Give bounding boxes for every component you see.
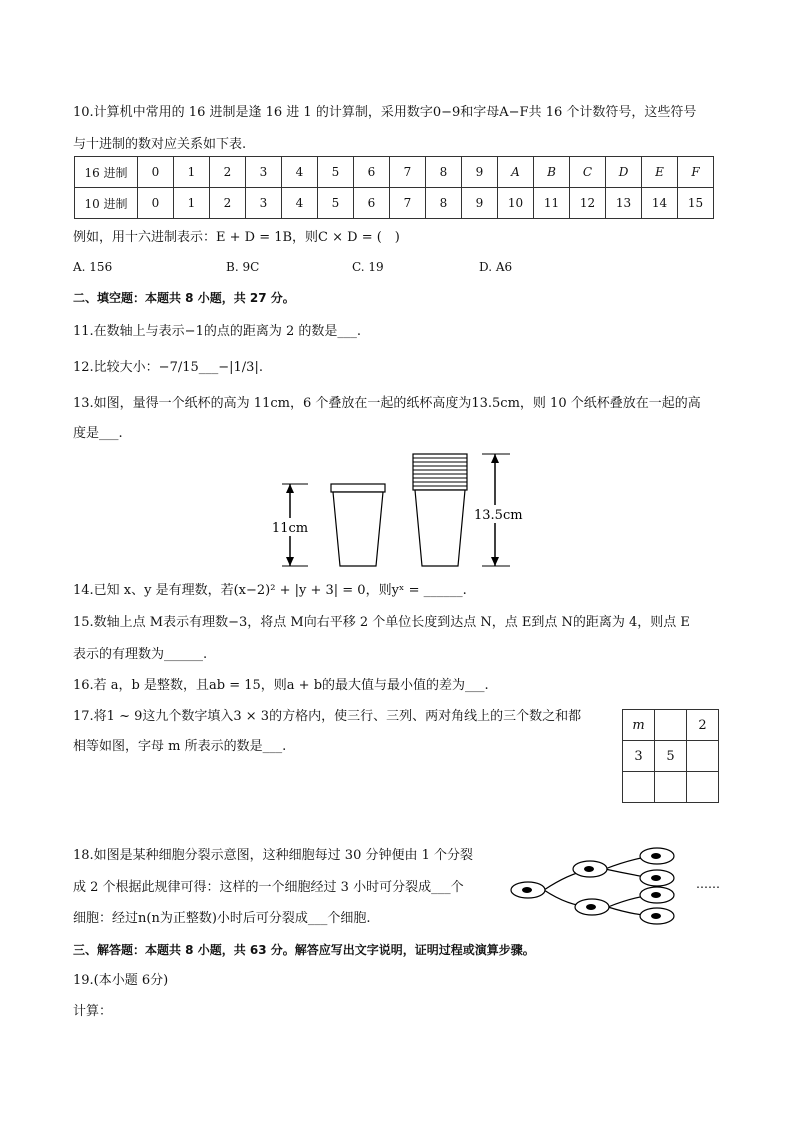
grid-cell: 2 bbox=[687, 710, 719, 741]
q16: 16.若 a，b 是整数，且ab = 15，则a + b的最大值与最小值的差为___. bbox=[73, 678, 489, 693]
row-header-hex: 16 进制 bbox=[75, 157, 138, 188]
table-cell: 14 bbox=[642, 188, 678, 219]
table-cell: 8 bbox=[426, 188, 462, 219]
table-cell: 1 bbox=[174, 157, 210, 188]
q17-line1: 17.将1 ~ 9这九个数字填入3 × 3的方格内，使三行、三列、两对角线上的三个数之和都 bbox=[73, 709, 582, 724]
table-cell: B bbox=[534, 157, 570, 188]
table-cell: 7 bbox=[390, 188, 426, 219]
table-cell: 5 bbox=[318, 188, 354, 219]
grid-cell: 5 bbox=[655, 741, 687, 772]
table-cell: 9 bbox=[462, 157, 498, 188]
q10-option-c: C. 19 bbox=[352, 260, 384, 274]
q19-title: 19.(本小题 6分) bbox=[73, 973, 169, 988]
cell-icon bbox=[640, 887, 674, 903]
stacked-cup-rims bbox=[413, 454, 467, 490]
table-cell: 11 bbox=[534, 188, 570, 219]
table-cell: 1 bbox=[174, 188, 210, 219]
table-row-hex bbox=[75, 157, 714, 188]
cell-icon bbox=[575, 899, 609, 915]
cell-icon bbox=[511, 882, 545, 898]
table-cell: 3 bbox=[246, 157, 282, 188]
grid-row bbox=[623, 772, 719, 803]
single-cup bbox=[333, 492, 383, 566]
q15-line2: 表示的有理数为______. bbox=[73, 647, 208, 662]
table-cell: 0 bbox=[138, 188, 174, 219]
arrow-down-icon bbox=[491, 557, 499, 566]
stacked-cup-body bbox=[415, 490, 465, 566]
table-cell: 2 bbox=[210, 188, 246, 219]
grid-row bbox=[623, 741, 719, 772]
cell-icon bbox=[640, 870, 674, 886]
q18-line1: 18.如图是某种细胞分裂示意图，这种细胞每过 30 分钟便由 1 个分裂 bbox=[73, 848, 474, 863]
q13-line2: 度是___. bbox=[73, 426, 123, 441]
stack-label: 13.5cm bbox=[474, 508, 523, 523]
q19-calc: 计算： bbox=[73, 1004, 113, 1019]
cell-icon bbox=[573, 861, 607, 877]
table-cell: D bbox=[606, 157, 642, 188]
table-cell: 0 bbox=[138, 157, 174, 188]
q12: 12.比较大小：−7/15___−|1/3|. bbox=[73, 360, 263, 375]
grid-cell bbox=[655, 710, 687, 741]
grid-cell bbox=[655, 772, 687, 803]
table-cell: 10 bbox=[498, 188, 534, 219]
table-row-decimal bbox=[75, 188, 714, 219]
arrow-down-icon bbox=[286, 557, 294, 566]
table-cell: 15 bbox=[678, 188, 714, 219]
magic-square-grid bbox=[622, 709, 719, 803]
q10-example: 例如，用十六进制表示：E + D = 1B，则C × D = ( ) bbox=[73, 230, 400, 245]
grid-cell bbox=[623, 772, 655, 803]
table-cell: 3 bbox=[246, 188, 282, 219]
single-cup-label: 11cm bbox=[271, 521, 309, 536]
stacked-cups bbox=[413, 454, 467, 566]
table-cell: A bbox=[498, 157, 534, 188]
ellipsis: …… bbox=[696, 877, 720, 891]
table-cell: 6 bbox=[354, 157, 390, 188]
arrow-up-icon bbox=[491, 454, 499, 463]
q10-option-d: D. A6 bbox=[479, 260, 513, 274]
q10-line1: 10.计算机中常用的 16 进制是逢 16 进 1 的计算制，采用数字0−9和字母A−F共 16 个计数符号，这些符号 bbox=[73, 105, 697, 120]
q18-line2: 成 2 个根据此规律可得：这样的一个细胞经过 3 小时可分裂成___个 bbox=[73, 880, 464, 895]
grid-cell bbox=[687, 741, 719, 772]
table-cell: 2 bbox=[210, 157, 246, 188]
q10-option-a: A. 156 bbox=[73, 260, 113, 274]
q10-line2: 与十进制的数对应关系如下表. bbox=[73, 137, 247, 152]
table-cell: 12 bbox=[570, 188, 606, 219]
cell-division-diagram bbox=[508, 840, 733, 932]
table-cell: 5 bbox=[318, 157, 354, 188]
q18-line3: 细胞：经过n(n为正整数)小时后可分裂成___个细胞. bbox=[73, 911, 371, 926]
table-cell: 6 bbox=[354, 188, 390, 219]
table-cell: 7 bbox=[390, 157, 426, 188]
cell-icon bbox=[640, 908, 674, 924]
cell-icon bbox=[640, 848, 674, 864]
cup-rim bbox=[331, 484, 385, 492]
q10-option-b: B. 9C bbox=[226, 260, 260, 274]
table-cell: 4 bbox=[282, 157, 318, 188]
section-2-heading: 二、填空题：本题共 8 小题，共 27 分。 bbox=[73, 291, 295, 305]
grid-cell bbox=[687, 772, 719, 803]
q15-line1: 15.数轴上点 M表示有理数−3，将点 M向右平移 2 个单位长度到达点 N，点 E到点 N的距离为 4，则点 E bbox=[73, 615, 690, 630]
hex-decimal-table bbox=[74, 156, 714, 219]
table-cell: C bbox=[570, 157, 606, 188]
q11: 11.在数轴上与表示−1的点的距离为 2 的数是___. bbox=[73, 324, 362, 339]
q17-line2: 相等如图，字母 m 所表示的数是___. bbox=[73, 739, 287, 754]
q14: 14.已知 x、y 是有理数，若(x−2)² + |y + 3| = 0，则yˣ = ______. bbox=[73, 583, 467, 598]
table-cell: 9 bbox=[462, 188, 498, 219]
grid-cell: m bbox=[623, 710, 655, 741]
row-header-decimal: 10 进制 bbox=[75, 188, 138, 219]
table-cell: 13 bbox=[606, 188, 642, 219]
cup-figure bbox=[260, 448, 530, 572]
table-cell: E bbox=[642, 157, 678, 188]
grid-cell: 3 bbox=[623, 741, 655, 772]
grid-row bbox=[623, 710, 719, 741]
table-cell: 4 bbox=[282, 188, 318, 219]
q13-line1: 13.如图，量得一个纸杯的高为 11cm，6 个叠放在一起的纸杯高度为13.5cm，则 10 个纸杯叠放在一起的高 bbox=[73, 396, 701, 411]
section-3-heading: 三、解答题：本题共 8 小题，共 63 分。解答应写出文字说明，证明过程或演算步骤。 bbox=[73, 943, 535, 957]
table-cell: F bbox=[678, 157, 714, 188]
arrow-up-icon bbox=[286, 484, 294, 493]
table-cell: 8 bbox=[426, 157, 462, 188]
